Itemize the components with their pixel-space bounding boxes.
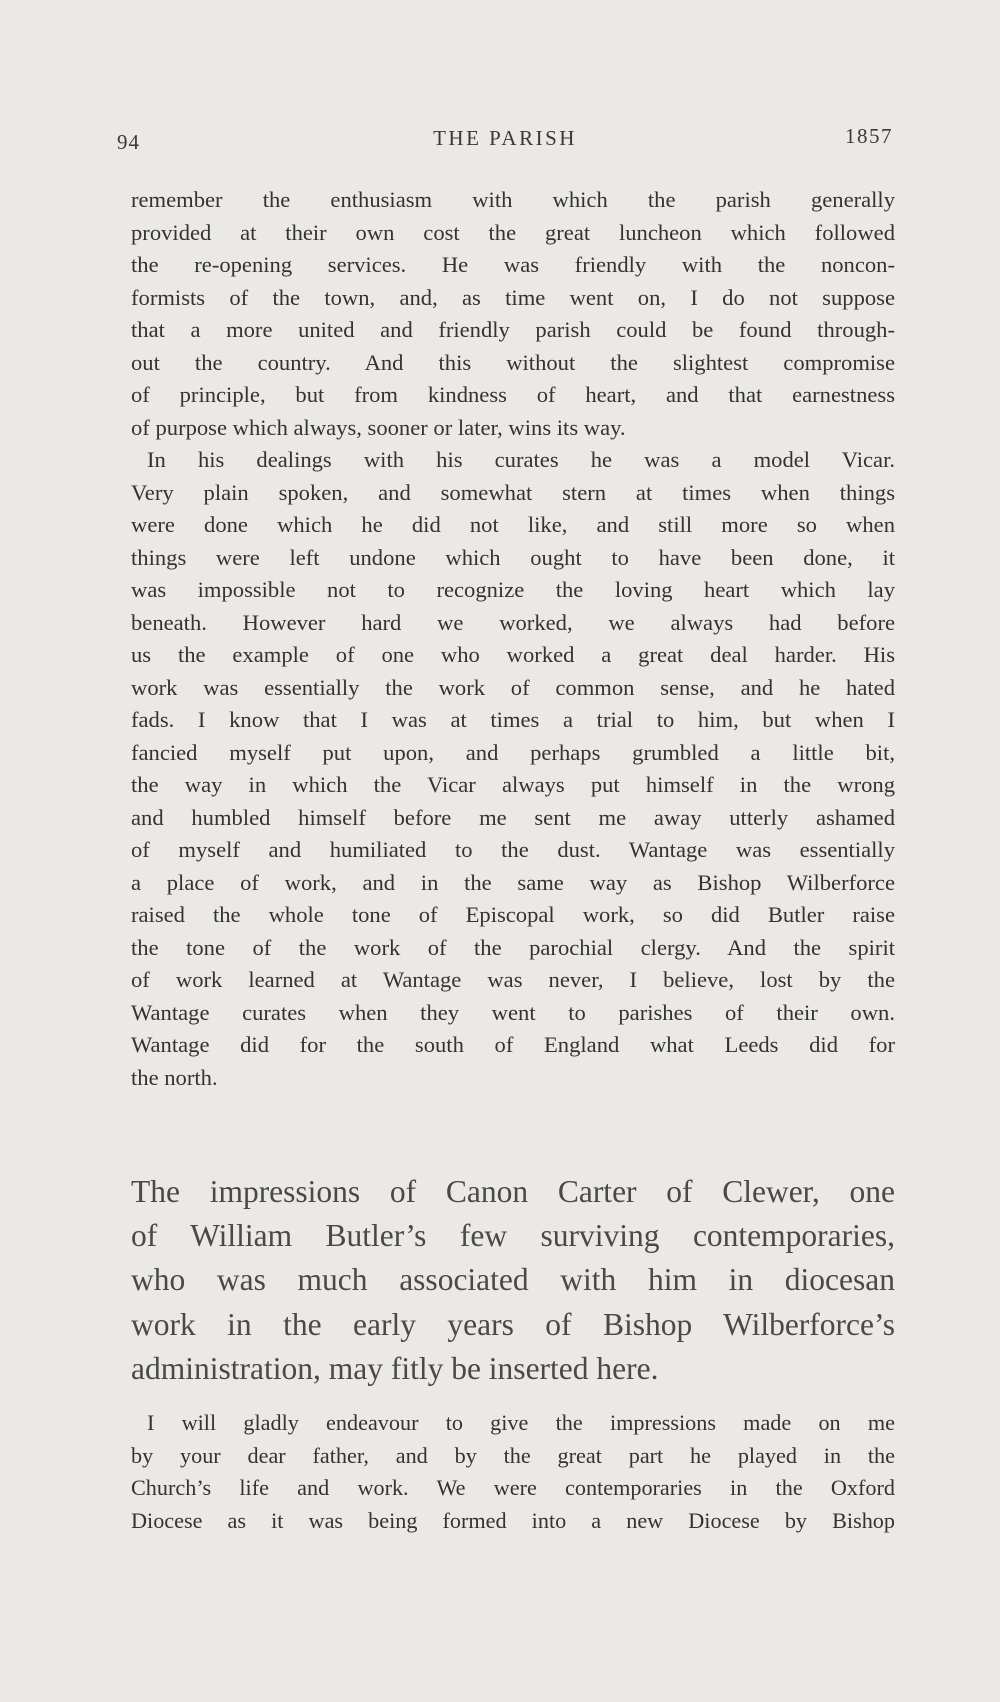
body-line: Very plain spoken, and somewhat stern at times when things xyxy=(131,479,895,505)
body-line: of work learned at Wantage was never, I believe, lost by the xyxy=(131,967,895,992)
body-line: us the example of one who worked a great deal harder. His xyxy=(131,642,895,667)
body-line: the re-opening services. He was friendly with the noncon- xyxy=(131,252,895,277)
body-line: Wantage curates when they went to parishes of their own. xyxy=(131,999,895,1025)
body-line: of myself and humiliated to the dust. Wantage was essentially xyxy=(131,837,895,862)
intro-line: who was much associated with him in diocesan xyxy=(131,1262,895,1298)
body-line: Wantage did for the south of England what Leeds did for xyxy=(131,1032,895,1057)
body-line: was impossible not to recognize the loving heart which lay xyxy=(131,577,895,602)
page-number: 94 xyxy=(117,130,140,154)
body-line: the way in which the Vicar always put himself in the wrong xyxy=(131,772,895,797)
letter-line: Diocese as it was being formed into a new Diocese by Bishop xyxy=(131,1507,895,1533)
body-line: were done which he did not like, and still more so when xyxy=(131,512,895,537)
intro-line: administration, may fitly be inserted here. xyxy=(131,1350,659,1386)
body-line: things were left undone which ought to have been done, it xyxy=(131,544,895,570)
running-title: THE PARISH xyxy=(433,126,577,150)
body-line: provided at their own cost the great luncheon which followed xyxy=(131,219,895,245)
body-line: In his dealings with his curates he was a model Vicar. xyxy=(147,447,895,472)
body-paragraphs xyxy=(131,184,895,1094)
body-line: of purpose which always, sooner or later, wins its way. xyxy=(131,414,626,440)
body-line: of principle, but from kindness of heart, and that earnestness xyxy=(131,382,895,407)
body-line: and humbled himself before me sent me away utterly ashamed xyxy=(131,804,895,830)
body-line: out the country. And this without the slightest compromise xyxy=(131,349,895,375)
intro-line: of William Butler’s few surviving contemporaries, xyxy=(131,1218,895,1254)
body-line: raised the whole tone of Episcopal work, so did Butler raise xyxy=(131,902,895,927)
letter-excerpt xyxy=(131,1407,895,1537)
body-line: beneath. However hard we worked, we always had before xyxy=(131,609,895,635)
body-line: fads. I know that I was at times a trial to him, but when I xyxy=(131,707,895,732)
editorial-introduction xyxy=(131,1170,895,1391)
body-line: the tone of the work of the parochial clergy. And the spirit xyxy=(131,934,895,960)
body-line: that a more united and friendly parish could be found through- xyxy=(131,317,895,342)
intro-line: The impressions of Canon Carter of Clewer, one xyxy=(131,1174,895,1209)
body-line: a place of work, and in the same way as Bishop Wilberforce xyxy=(131,869,895,895)
letter-line: Church’s life and work. We were contemporaries in the Oxford xyxy=(131,1475,895,1500)
body-line: work was essentially the work of common sense, and he hated xyxy=(131,674,895,700)
body-line: the north. xyxy=(131,1064,218,1090)
body-line: fancied myself put upon, and perhaps grumbled a little bit, xyxy=(131,739,895,765)
body-line: remember the enthusiasm with which the parish generally xyxy=(131,187,895,212)
body-line: formists of the town, and, as time went on, I do not suppose xyxy=(131,284,895,310)
letter-line: by your dear father, and by the great part he played in the xyxy=(131,1442,895,1468)
letter-line: I will gladly endeavour to give the impressions made on me xyxy=(147,1410,895,1435)
running-head xyxy=(117,124,893,158)
intro-line: work in the early years of Bishop Wilberforce’s xyxy=(131,1306,895,1342)
running-year: 1857 xyxy=(845,124,893,148)
